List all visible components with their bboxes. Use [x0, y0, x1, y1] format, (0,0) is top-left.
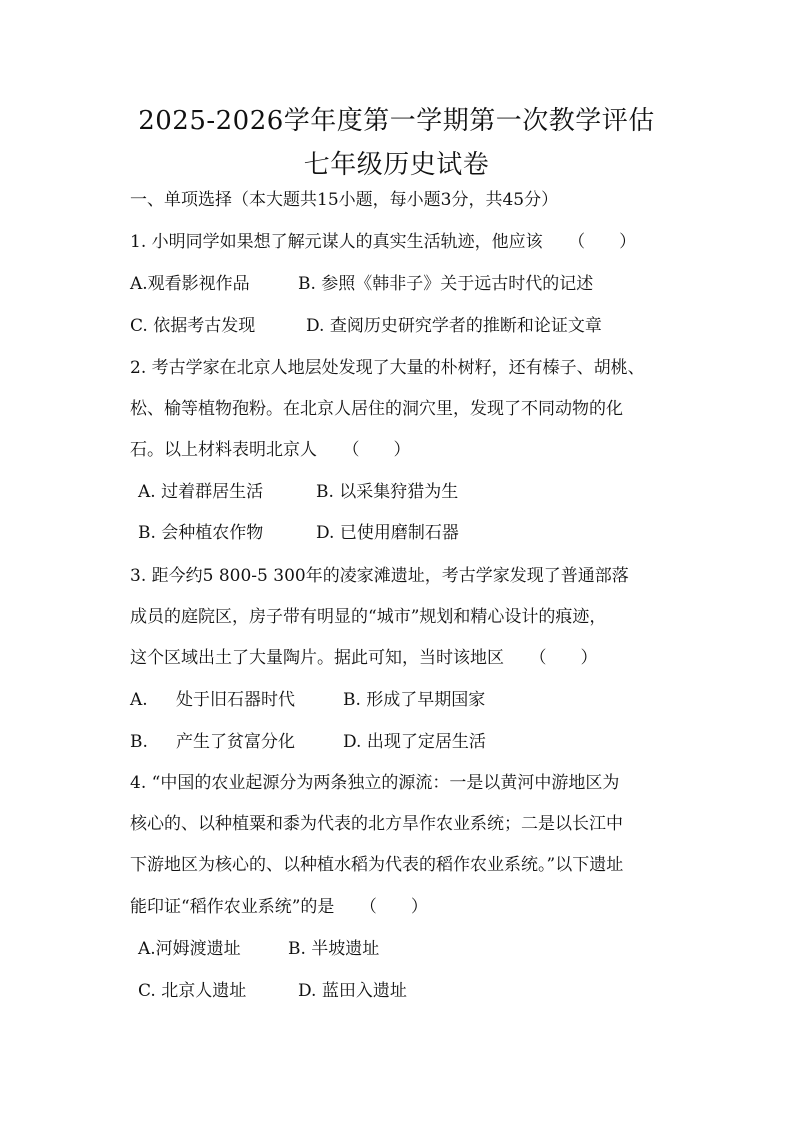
q4-stem-line-4: 能印证“稻作农业系统”的是 （ ） — [130, 897, 428, 917]
q4-stem-line-1: 4. “中国的农业起源分为两条独立的源流：一是以黄河中游地区为 — [130, 773, 620, 793]
q3-option-a-letter: A. — [130, 690, 148, 710]
q4-option-a: A.河姆渡遗址 — [138, 939, 241, 959]
q3-option-b: B. 形成了早期国家 — [343, 690, 486, 710]
q2-stem-line-1: 2. 考古学家在北京人地层处发现了大量的朴树籽，还有榛子、胡桃、 — [130, 358, 645, 378]
q2-stem-line-2: 松、榆等植物孢粉。在北京人居住的洞穴里，发现了不同动物的化 — [130, 399, 623, 419]
q2-option-a: A. 过着群居生活 — [138, 482, 264, 502]
section-heading: 一、单项选择（本大题共15小题，每小题3分，共45分） — [130, 190, 559, 210]
q1-option-b: B. 参照《韩非子》关于远古时代的记述 — [298, 274, 594, 294]
exam-title: 2025-2026学年度第一学期第一次教学评估 — [138, 106, 655, 136]
q4-option-b: B. 半坡遗址 — [288, 939, 380, 959]
q1-stem: 1. 小明同学如果想了解元谋人的真实生活轨迹，他应该 （ ） — [130, 232, 637, 252]
q2-option-c: B. 会种植农作物 — [138, 523, 264, 543]
q3-stem-line-3: 这个区域出土了大量陶片。据此可知，当时该地区 （ ） — [130, 648, 598, 668]
q4-option-d: D. 蓝田入遗址 — [298, 981, 407, 1001]
q4-stem-line-3: 下游地区为核心的、以种植水稻为代表的稻作农业系统。”以下遗址 — [130, 855, 624, 875]
q4-stem-line-2: 核心的、以种植粟和黍为代表的北方旱作农业系统；二是以长江中 — [130, 814, 623, 834]
q3-option-d: D. 出现了定居生活 — [343, 732, 486, 752]
q1-option-a: A.观看影视作品 — [130, 274, 250, 294]
q3-option-c: 产生了贫富分化 — [176, 732, 295, 752]
q4-option-c: C. 北京人遗址 — [138, 981, 247, 1001]
q3-stem-line-2: 成员的庭院区，房子带有明显的“城市”规划和精心设计的痕迹， — [130, 607, 607, 627]
q3-option-c-letter: B. — [130, 732, 148, 752]
q1-option-d: D. 查阅历史研究学者的推断和论证文章 — [306, 316, 602, 336]
q1-option-c: C. 依据考古发现 — [130, 316, 256, 336]
q3-option-a: 处于旧石器时代 — [176, 690, 295, 710]
exam-subtitle: 七年级历史试卷 — [303, 150, 490, 180]
q2-stem-line-3: 石。以上材料表明北京人 （ ） — [130, 440, 411, 460]
q3-stem-line-1: 3. 距今约5 800-5 300年的凌家滩遗址，考古学家发现了普通部落 — [130, 566, 629, 586]
q2-option-d: D. 已使用磨制石器 — [316, 523, 459, 543]
q2-option-b: B. 以采集狩猎为生 — [316, 482, 459, 502]
